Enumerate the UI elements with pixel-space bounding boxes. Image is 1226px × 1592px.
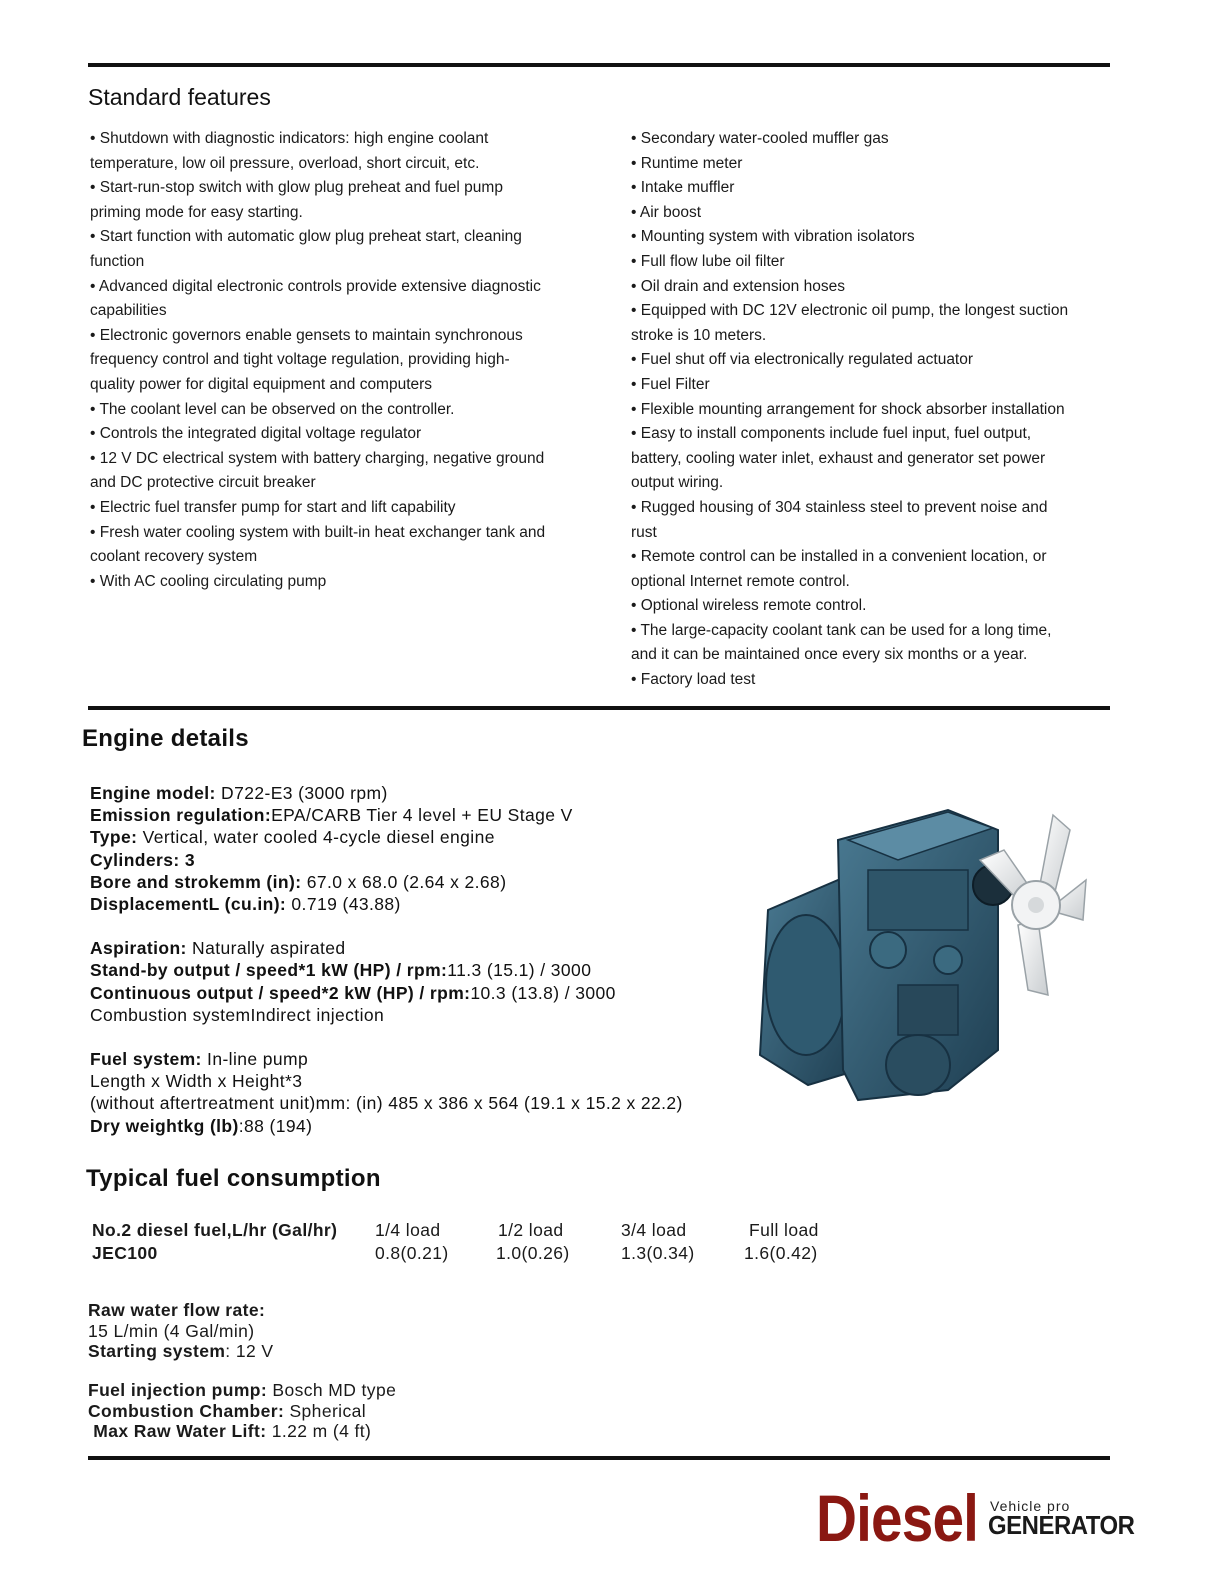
feature-line: • Runtime meter bbox=[631, 154, 743, 172]
diesel-generator-logo bbox=[812, 1480, 1135, 1570]
feature-line: function bbox=[90, 252, 145, 270]
fuel-header-cell: 3/4 load bbox=[621, 1220, 687, 1240]
feature-line: • Easy to install components include fuel input, fuel output, bbox=[631, 425, 1032, 443]
fuel-header-label: No.2 diesel fuel,L/hr (Gal/hr) bbox=[92, 1220, 338, 1240]
feature-line: • Mounting system with vibration isolators bbox=[631, 228, 915, 246]
engine-image bbox=[748, 800, 1088, 1130]
feature-line: output wiring. bbox=[631, 474, 724, 492]
feature-line: priming mode for easy starting. bbox=[90, 203, 303, 221]
feature-line: • Fuel shut off via electronically regulated actuator bbox=[631, 351, 974, 369]
feature-line: • Intake muffler bbox=[631, 179, 735, 197]
fuel-row-cell: 0.8(0.21) bbox=[375, 1243, 449, 1263]
spec-dry-weight: Dry weightkg (lb):88 (194) bbox=[90, 1115, 313, 1136]
engine-details-heading: Engine details bbox=[82, 725, 249, 752]
feature-line: • Advanced digital electronic controls provide extensive diagnostic bbox=[90, 277, 541, 295]
raw-water-label: Raw water flow rate: bbox=[88, 1300, 266, 1320]
feature-line: capabilities bbox=[90, 302, 167, 320]
fuel-row-cell: 1.6(0.42) bbox=[744, 1243, 818, 1263]
pump-and-chamber-specs bbox=[88, 1380, 396, 1442]
fuel-row-label: JEC100 bbox=[92, 1243, 158, 1263]
starting-system: Starting system: 12 V bbox=[88, 1341, 274, 1361]
logo-tagline: Vehicle pro bbox=[990, 1498, 1071, 1514]
feature-line: • Electric fuel transfer pump for start and lift capability bbox=[90, 498, 456, 516]
feature-line: • Rugged housing of 304 stainless steel to prevent noise and bbox=[631, 498, 1048, 516]
injection-pump: Fuel injection pump: Bosch MD type bbox=[88, 1380, 397, 1400]
raw-water-value: 15 L/min (4 Gal/min) bbox=[88, 1320, 255, 1341]
feature-line: • With AC cooling circulating pump bbox=[90, 572, 327, 590]
feature-line: • The large-capacity coolant tank can be used for a long time, bbox=[631, 621, 1052, 639]
engine-specs bbox=[90, 782, 683, 1137]
feature-line: stroke is 10 meters. bbox=[631, 326, 767, 344]
fuel-row-cell: 1.3(0.34) bbox=[621, 1243, 695, 1263]
bottom-divider bbox=[88, 1456, 1110, 1460]
feature-line: • Optional wireless remote control. bbox=[631, 597, 867, 615]
water-and-starting-specs bbox=[88, 1300, 273, 1362]
fuel-consumption-heading: Typical fuel consumption bbox=[86, 1165, 381, 1192]
spec-combustion-system: Combustion systemIndirect injection bbox=[90, 1004, 385, 1025]
feature-line: • Shutdown with diagnostic indicators: high engine coolant bbox=[90, 130, 489, 147]
feature-line: • Air boost bbox=[631, 203, 702, 221]
spec-type: Type: Vertical, water cooled 4-cycle diesel engine bbox=[90, 827, 495, 848]
feature-line: optional Internet remote control. bbox=[631, 572, 850, 590]
spec-displacement: DisplacementL (cu.in): 0.719 (43.88) bbox=[90, 894, 401, 915]
feature-line: • Fresh water cooling system with built-in heat exchanger tank and bbox=[90, 523, 546, 541]
feature-line: • Secondary water-cooled muffler gas bbox=[631, 130, 889, 147]
feature-line: • Factory load test bbox=[631, 671, 756, 689]
spec-bore: Bore and strokemm (in): 67.0 x 68.0 (2.64 x 2.68) bbox=[90, 871, 507, 892]
feature-line: • Flexible mounting arrangement for shock absorber installation bbox=[631, 400, 1065, 418]
fuel-header-cell: 1/2 load bbox=[498, 1220, 564, 1240]
feature-line: • Fuel Filter bbox=[631, 375, 710, 393]
spec-engine-model: Engine model: D722-E3 (3000 rpm) bbox=[90, 783, 388, 803]
features-left-column bbox=[90, 127, 590, 594]
feature-line: • Controls the integrated digital voltage regulator bbox=[90, 425, 422, 443]
spec-dimensions-1: Length x Width x Height*3 bbox=[90, 1071, 303, 1092]
feature-line: • Electronic governors enable gensets to maintain synchronous bbox=[90, 326, 523, 344]
fuel-header-cell: Full load bbox=[749, 1220, 819, 1240]
feature-line: • The coolant level can be observed on the controller. bbox=[90, 400, 455, 418]
feature-line: • Start-run-stop switch with glow plug preheat and fuel pump bbox=[90, 179, 503, 197]
section-divider bbox=[88, 706, 1110, 710]
spec-fuel-system: Fuel system: In-line pump bbox=[90, 1049, 309, 1070]
feature-line: temperature, low oil pressure, overload, short circuit, etc. bbox=[90, 154, 480, 172]
spec-cylinders: Cylinders: 3 bbox=[90, 849, 195, 870]
top-divider bbox=[88, 63, 1110, 67]
feature-line: battery, cooling water inlet, exhaust and generator set power bbox=[631, 449, 1046, 467]
feature-line: • Equipped with DC 12V electronic oil pump, the longest suction bbox=[631, 302, 1069, 320]
logo-diesel-text: Diesel bbox=[816, 1481, 979, 1555]
standard-features-heading: Standard features bbox=[88, 84, 271, 110]
feature-line: and DC protective circuit breaker bbox=[90, 474, 316, 492]
feature-line: coolant recovery system bbox=[90, 548, 258, 566]
fuel-header-cell: 1/4 load bbox=[375, 1220, 441, 1240]
feature-line: and it can be maintained once every six months or a year. bbox=[631, 646, 1028, 664]
feature-line: frequency control and tight voltage regulation, providing high- bbox=[90, 351, 510, 369]
spec-dimensions-2: (without aftertreatment unit)mm: (in) 485 x 386 x 564 (19.1 x 15.2 x 22.2) bbox=[90, 1093, 683, 1114]
logo-generator-text: GENERATOR bbox=[988, 1510, 1135, 1540]
feature-line: • Start function with automatic glow plug preheat start, cleaning bbox=[90, 228, 522, 246]
feature-line: • 12 V DC electrical system with battery charging, negative ground bbox=[90, 449, 545, 467]
feature-line: • Oil drain and extension hoses bbox=[631, 277, 845, 295]
spec-standby: Stand-by output / speed*1 kW (HP) / rpm:11.3 (15.1) / 3000 bbox=[90, 960, 592, 981]
spec-aspiration: Aspiration: Naturally aspirated bbox=[90, 938, 346, 959]
max-raw-water-lift: Max Raw Water Lift: 1.22 m (4 ft) bbox=[88, 1421, 372, 1441]
feature-line: • Remote control can be installed in a convenient location, or bbox=[631, 548, 1047, 566]
combustion-chamber: Combustion Chamber: Spherical bbox=[88, 1400, 367, 1421]
feature-line: quality power for digital equipment and computers bbox=[90, 375, 433, 393]
spec-emission: Emission regulation:EPA/CARB Tier 4 level + EU Stage V bbox=[90, 805, 573, 826]
feature-line: • Full flow lube oil filter bbox=[631, 252, 785, 270]
spec-continuous: Continuous output / speed*2 kW (HP) / rpm:10.3 (13.8) / 3000 bbox=[90, 982, 616, 1003]
feature-line: rust bbox=[631, 523, 657, 541]
fuel-row-cell: 1.0(0.26) bbox=[496, 1243, 570, 1263]
features-right-column bbox=[631, 127, 1121, 693]
